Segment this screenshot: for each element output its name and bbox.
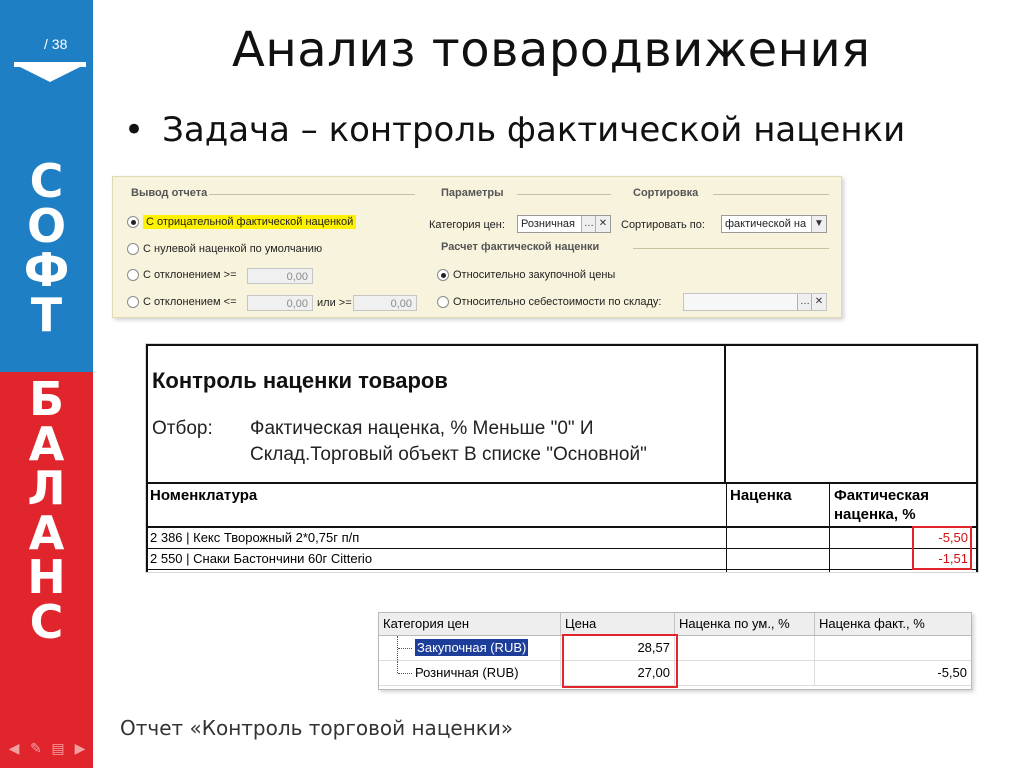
bullet-icon: • (124, 110, 145, 150)
section-header-params: Параметры (441, 187, 504, 199)
section-divider (713, 194, 829, 195)
brand-letter: А (28, 416, 65, 471)
report-border (146, 344, 978, 346)
section-header-calc: Расчет фактической наценки (441, 241, 600, 253)
menu-icon[interactable]: ▤ (51, 740, 65, 756)
down-arrow-icon (14, 64, 86, 82)
price-category-cell (411, 636, 561, 660)
sort-value: фактической на (725, 218, 807, 230)
option-zero-markup[interactable] (127, 243, 322, 255)
previous-icon[interactable]: ◀ (8, 740, 20, 756)
brand-letter: Т (30, 287, 63, 342)
actual-markup-cell: -5,50 (937, 665, 967, 680)
select-ellipsis-icon[interactable]: … (581, 216, 596, 232)
option-negative-markup[interactable] (127, 215, 356, 229)
column-header-actual-markup: Фактическая наценка, % (834, 487, 930, 523)
next-icon[interactable]: ▶ (74, 740, 86, 756)
column-header-price-category[interactable]: Категория цен (379, 613, 561, 635)
price-category-label: Категория цен: (429, 219, 505, 231)
deviation-lte-input[interactable]: 0,00 (247, 295, 313, 311)
brand-letter: Л (27, 461, 66, 515)
radio-button[interactable] (127, 243, 139, 255)
option-relative-cost[interactable] (437, 296, 661, 308)
brand-letter: О (26, 198, 67, 253)
actual-markup-cell (815, 636, 971, 660)
table-row[interactable] (146, 528, 978, 549)
filter-condition-2: Склад.Торговый объект В списке "Основной" (250, 444, 647, 465)
column-header-markup: Наценка (730, 487, 792, 504)
price-category-text: Закупочная (RUB) (417, 640, 527, 655)
deviation-gte-input[interactable]: 0,00 (247, 268, 313, 284)
column-header-actual-markup[interactable]: Наценка факт., % (819, 616, 925, 631)
brand-letter: С (29, 154, 64, 208)
markup-cell (726, 549, 828, 569)
slide-caption: Отчет «Контроль торговой наценки» (120, 716, 514, 740)
section-divider (209, 194, 415, 195)
option-deviation-gte[interactable] (127, 269, 237, 281)
report-divider (724, 344, 726, 482)
slide-title: Анализ товародвижения (232, 22, 871, 78)
section-divider (633, 248, 829, 249)
tree-line (398, 648, 412, 649)
section-divider (517, 194, 611, 195)
option-label: С отклонением <= (143, 296, 237, 308)
column-header-price[interactable]: Цена (561, 613, 675, 635)
highlight-frame (912, 526, 972, 570)
price-category-value: Розничная (521, 218, 575, 230)
actual-markup-cell: -5,50 (938, 530, 968, 545)
brand-letter: Н (27, 550, 66, 604)
warehouse-field[interactable] (683, 293, 827, 311)
price-category-cell: Розничная (RUB) (411, 661, 561, 685)
report-title: Контроль наценки товаров (152, 368, 448, 393)
tree-line (397, 661, 412, 673)
slide-number: / 38 (44, 36, 68, 52)
brand-logo-top (0, 154, 93, 342)
option-relative-purchase-price[interactable] (437, 269, 615, 281)
brand-sidebar (0, 0, 93, 768)
price-table-header (379, 613, 971, 636)
chevron-down-icon[interactable]: ▼ (811, 216, 826, 232)
markup-control-report (146, 344, 978, 572)
brand-letter: Ф (23, 243, 70, 297)
brand-logo-bottom (0, 372, 93, 649)
radio-button[interactable] (437, 296, 449, 308)
filter-condition-1: Фактическая наценка, % Меньше "0" И (250, 418, 594, 439)
option-label: С нулевой наценкой по умолчанию (143, 243, 323, 255)
filter-label: Отбор: (152, 418, 213, 439)
item-name-cell: 2 550 | Снаки Бастончини 60г Citterio (150, 551, 373, 566)
sort-label: Сортировать по: (621, 219, 705, 231)
report-settings-panel (112, 176, 842, 318)
section-header-sort: Сортировка (633, 187, 699, 199)
tree-line (398, 673, 412, 674)
brand-letter: А (28, 505, 65, 560)
clear-icon[interactable]: ✕ (595, 216, 610, 232)
price-category-field[interactable] (517, 215, 611, 233)
option-label: С отрицательной фактической наценкой (143, 215, 356, 229)
sort-select[interactable] (721, 215, 827, 233)
radio-button-selected[interactable] (437, 269, 449, 281)
slideshow-toolbar (6, 740, 88, 757)
table-row[interactable] (146, 549, 978, 570)
pen-icon[interactable]: ✎ (30, 740, 42, 756)
item-name-cell: 2 386 | Кекс Творожный 2*0,75г п/п (150, 530, 360, 545)
option-label: Относительно себестоимости по складу: (453, 296, 662, 308)
clear-icon[interactable]: ✕ (811, 294, 826, 310)
report-table-header (146, 482, 978, 528)
bullet-text: Задача – контроль фактической наценки (162, 110, 906, 150)
select-ellipsis-icon[interactable]: … (797, 294, 812, 310)
deviation-or-input[interactable]: 0,00 (353, 295, 417, 311)
bullet-point (124, 110, 905, 150)
default-markup-cell (675, 661, 815, 685)
default-markup-cell (675, 636, 815, 660)
markup-cell (726, 528, 828, 548)
section-header-output: Вывод отчета (131, 187, 208, 199)
option-label: С отклонением >= (143, 269, 237, 281)
price-cell: 27,00 (561, 661, 675, 685)
column-header-item: Номенклатура (150, 487, 258, 504)
price-cell: 28,57 (561, 636, 675, 660)
actual-markup-cell: -1,51 (938, 551, 968, 566)
option-deviation-lte[interactable] (127, 296, 237, 308)
brand-letter: Б (28, 372, 65, 426)
radio-button[interactable] (127, 296, 139, 308)
or-label: или >= (317, 297, 352, 309)
radio-button[interactable] (127, 269, 139, 281)
highlight-frame (562, 634, 678, 688)
brand-letter: С (29, 594, 64, 649)
column-header-default-markup[interactable]: Наценка по ум., % (675, 613, 815, 635)
radio-button-selected[interactable] (127, 216, 139, 228)
option-label: Относительно закупочной цены (453, 269, 616, 281)
